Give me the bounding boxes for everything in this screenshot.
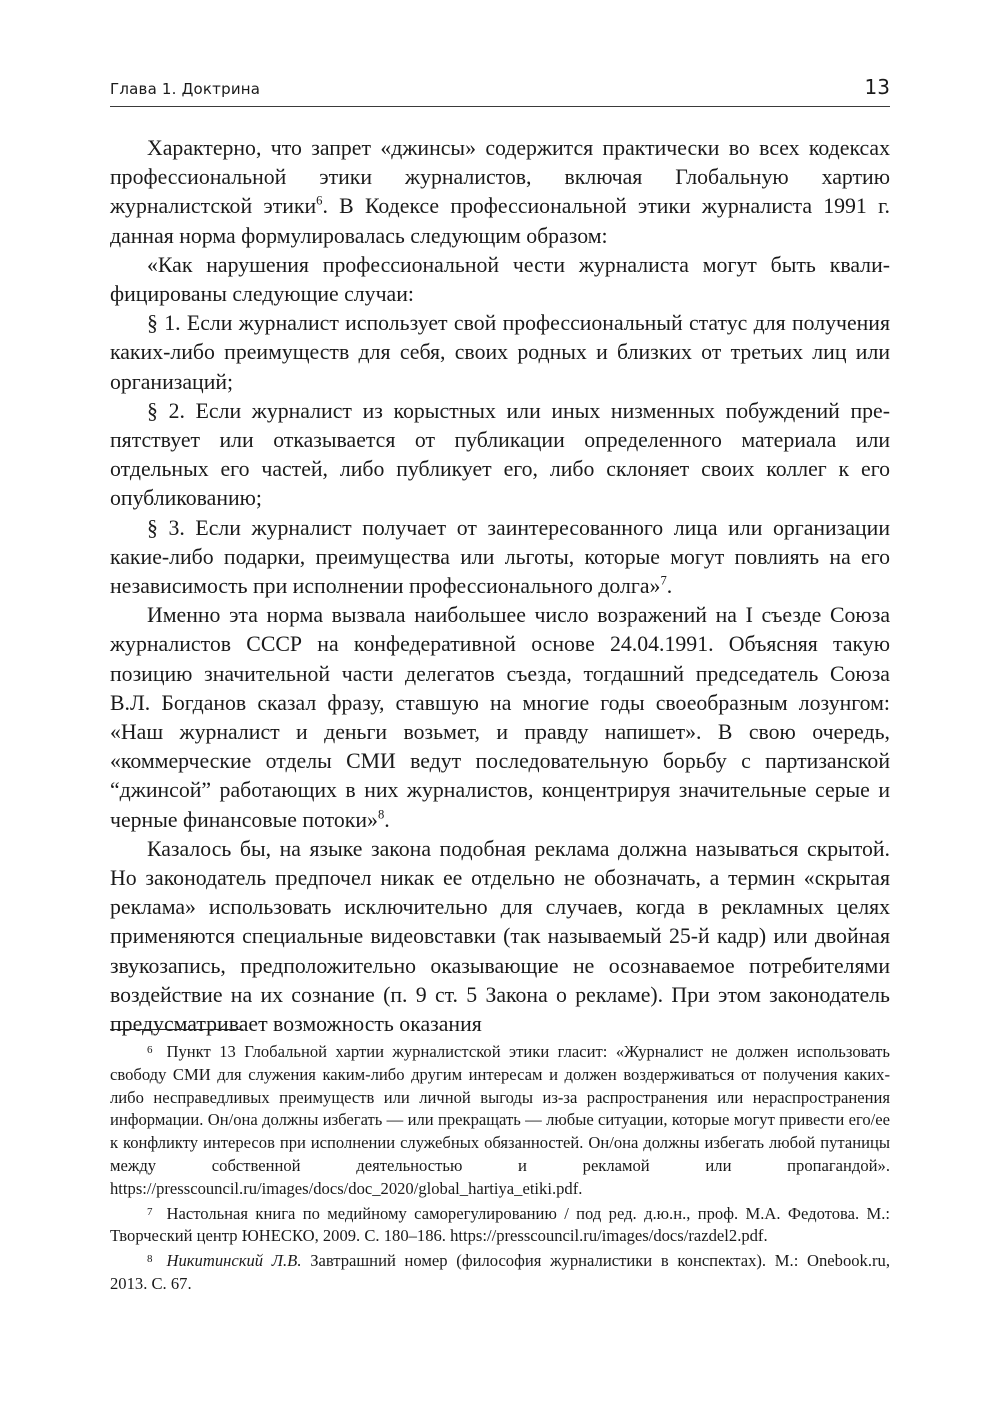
footnote — [110, 1039, 890, 1201]
footnote-number: 7 — [147, 1205, 153, 1218]
main-text — [110, 134, 890, 1039]
footnote — [110, 1248, 890, 1296]
paragraph-text: . — [666, 574, 673, 599]
paragraph — [110, 514, 890, 602]
paragraph: «Как нарушения профессиональной чести журналиста могут быть квалифицированы следующие случаи: — [110, 252, 890, 307]
footnote-text: Пункт 13 Глобальной хартии журналистской этики гласит: «Журналист не должен использовать свободу СМИ для служения каким-либо другим интересам и должен воздерживаться от получения каких-либо несправедливых преимуществ или личной выгоды из-за распространения или нераспространения информации. Он/она должны избегать — или прекращать — любые ситуации, которые могут привести его/ее к конфликту интересов при исполнении служебных обязанностей. Он/она должны избегать любой путаницы между собственной деятельностью и рекламой или пропагандой». https://presscouncil.ru/images/docs/doc_2020/global_hartiya_etiki.pdf. — [110, 1042, 890, 1198]
paragraph-text: Характерно, что запрет «джинсы» содержится практически во всех кодексах профессиональной этики журналистов, включая Глобальную хартию журналистской этики — [110, 136, 890, 219]
footnote-ref: 7 — [660, 573, 667, 588]
page-number: 13 — [864, 75, 890, 99]
footnote-number: 6 — [147, 1044, 153, 1056]
footnotes — [110, 1039, 890, 1296]
paragraph: Казалось бы, на языке закона подобная реклама должна называться скрытой. Но законодатель предпочел никак ее отдельно не обозначать, а термин «скрытая реклама» использовать исключительно для случаев, когда в рекламных целях применяются специальные видеовставки (так называемый 25-й кадр) или двойная звукозапись, предположительно оказывающие не осознаваемое потребителями воздействие на их сознание (п. 9 ст. 5 Закона о рекламе). При этом законодатель предусматривает возможность оказания — [110, 836, 890, 1037]
footnote-ref: 8 — [377, 807, 385, 822]
footnote-ref: 6 — [316, 194, 323, 209]
paragraph — [110, 134, 890, 251]
paragraph: § 2. Если журналист из корыстных или иных низменных побуждений препятствует или отказывается от публикации определенного материала или отдельных его частей, либо публикует его, либо склоняет своих коллег к его опубликованию; — [110, 398, 890, 511]
paragraph — [110, 601, 890, 835]
footnote-divider — [110, 1029, 243, 1030]
footnote-author: Никитинский Л.В. — [166, 1251, 302, 1271]
chapter-title: Глава 1. Доктрина — [110, 80, 261, 98]
paragraph: § 1. Если журналист использует свой профессиональный статус для получения каких-либо преимуществ для себя, своих родных и близких от третьих лиц или организаций; — [110, 311, 890, 394]
footnote-number: 8 — [147, 1253, 153, 1266]
footnote-text: Завтрашний номер (философия журналистики в конспектах). М.: Onebook.ru, 2013. С. 67. — [110, 1251, 890, 1293]
paragraph-text: § 3. Если журналист получает от заинтересованного лица или организации какие-либо подарки, преимущества или льготы, которые могут повлиять на его независимость при исполнении профессионального долга» — [110, 515, 890, 599]
paragraph-text: Именно эта норма вызвала наибольшее число возражений на I съезде Союза журналистов СССР на конфедеративной основе 24.04.1991. Объясняя такую позицию значительной части делегатов съезда, тогдашний председатель Союза В.Л. Богданов сказал фразу, ставшую на многие годы своеобразным лозунгом: «Наш журналист и деньги возьмет, и правду напишет». В свою очередь, «коммерческие отделы СМИ ведут последовательную борьбу с партизанской “джинсой” работающих в них журналистов, концентрируя значительные серые и черные финансовые потоки» — [110, 603, 890, 832]
paragraph-text: . — [384, 807, 390, 832]
footnote-text: Настольная книга по медийному саморегулированию / под ред. д.ю.н., проф. М.А. Федотова. М.: Творческий центр ЮНЕСКО, 2009. С. 180–186. https://presscouncil.ru/images/docs/razdel2.pdf. — [110, 1203, 890, 1246]
paragraph-text: . В Кодексе профессиональной этики журналиста 1991 г. данная норма формулировалась следующим образом: — [110, 194, 891, 248]
footnote — [110, 1201, 890, 1249]
running-header — [110, 72, 890, 107]
